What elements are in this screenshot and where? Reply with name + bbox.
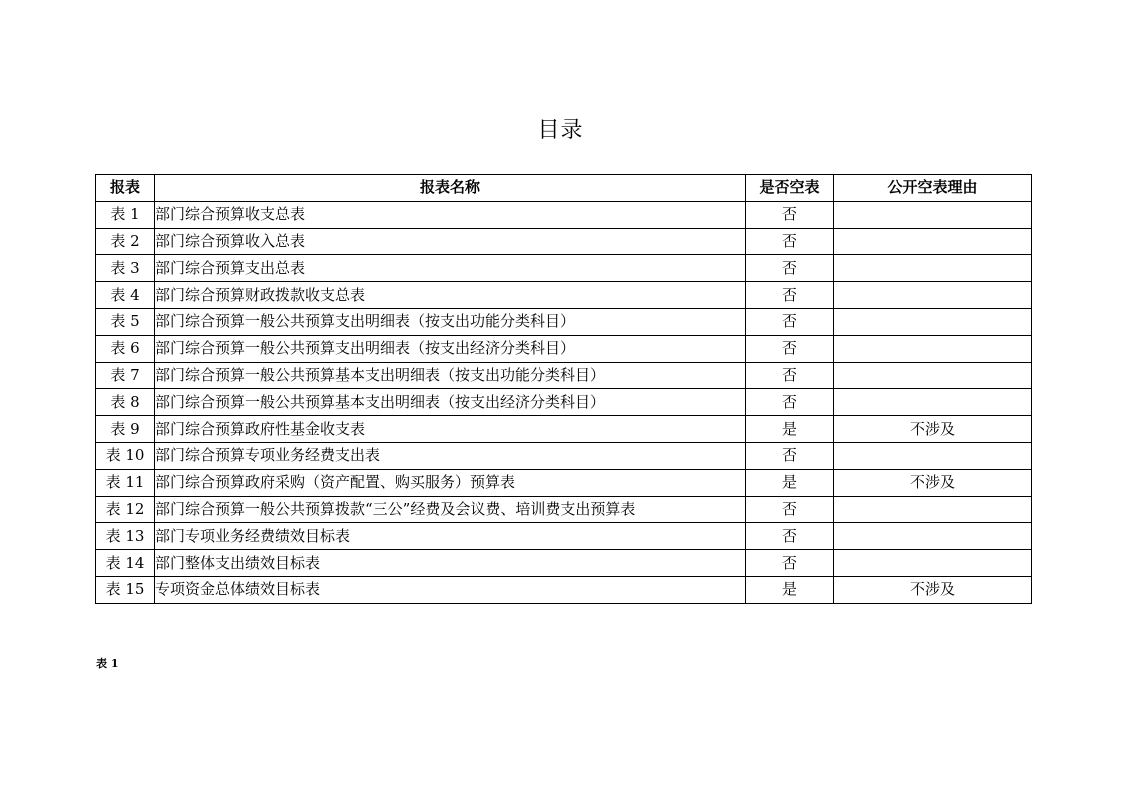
table-row bbox=[96, 201, 1032, 228]
report-name-cell: 部门综合预算一般公共预算基本支出明细表（按支出经济分类科目） bbox=[155, 389, 746, 416]
report-name-cell: 部门综合预算一般公共预算拨款“三公”经费及会议费、培训费支出预算表 bbox=[155, 496, 746, 523]
header-report-name: 报表名称 bbox=[155, 175, 746, 202]
is-empty-cell: 否 bbox=[746, 442, 834, 469]
report-name-cell: 部门综合预算支出总表 bbox=[155, 255, 746, 282]
is-empty-cell: 否 bbox=[746, 308, 834, 335]
report-no-cell: 表 12 bbox=[96, 496, 155, 523]
is-empty-cell: 否 bbox=[746, 389, 834, 416]
empty-reason-cell bbox=[834, 550, 1032, 577]
report-name-cell: 部门综合预算一般公共预算支出明细表（按支出功能分类科目） bbox=[155, 308, 746, 335]
is-empty-cell: 否 bbox=[746, 255, 834, 282]
report-no-cell: 表 15 bbox=[96, 576, 155, 603]
report-no-cell: 表 9 bbox=[96, 416, 155, 443]
report-no-cell: 表 7 bbox=[96, 362, 155, 389]
empty-reason-cell bbox=[834, 362, 1032, 389]
report-no-cell: 表 4 bbox=[96, 282, 155, 309]
report-no-cell: 表 11 bbox=[96, 469, 155, 496]
report-no-cell: 表 13 bbox=[96, 523, 155, 550]
empty-reason-cell bbox=[834, 308, 1032, 335]
is-empty-cell: 否 bbox=[746, 550, 834, 577]
table-body bbox=[96, 201, 1032, 603]
table-row bbox=[96, 308, 1032, 335]
report-name-cell: 专项资金总体绩效目标表 bbox=[155, 576, 746, 603]
is-empty-cell: 是 bbox=[746, 576, 834, 603]
table-row bbox=[96, 576, 1032, 603]
empty-reason-cell: 不涉及 bbox=[834, 576, 1032, 603]
report-no-cell: 表 10 bbox=[96, 442, 155, 469]
is-empty-cell: 是 bbox=[746, 416, 834, 443]
report-no-cell: 表 6 bbox=[96, 335, 155, 362]
table-row bbox=[96, 389, 1032, 416]
header-empty-reason: 公开空表理由 bbox=[834, 175, 1032, 202]
report-no-cell: 表 2 bbox=[96, 228, 155, 255]
report-no-cell: 表 3 bbox=[96, 255, 155, 282]
is-empty-cell: 是 bbox=[746, 469, 834, 496]
report-name-cell: 部门综合预算专项业务经费支出表 bbox=[155, 442, 746, 469]
empty-reason-cell: 不涉及 bbox=[834, 416, 1032, 443]
header-report-no: 报表 bbox=[96, 175, 155, 202]
is-empty-cell: 否 bbox=[746, 228, 834, 255]
report-name-cell: 部门整体支出绩效目标表 bbox=[155, 550, 746, 577]
is-empty-cell: 否 bbox=[746, 496, 834, 523]
report-name-cell: 部门综合预算财政拨款收支总表 bbox=[155, 282, 746, 309]
table-header-row bbox=[96, 175, 1032, 202]
table-row bbox=[96, 282, 1032, 309]
table-row bbox=[96, 523, 1032, 550]
empty-reason-cell bbox=[834, 496, 1032, 523]
table-of-contents bbox=[95, 174, 1032, 604]
table-row bbox=[96, 228, 1032, 255]
report-name-cell: 部门综合预算政府性基金收支表 bbox=[155, 416, 746, 443]
page-title: 目录 bbox=[537, 118, 584, 143]
report-name-cell: 部门专项业务经费绩效目标表 bbox=[155, 523, 746, 550]
report-no-cell: 表 14 bbox=[96, 550, 155, 577]
empty-reason-cell bbox=[834, 201, 1032, 228]
empty-reason-cell bbox=[834, 335, 1032, 362]
table-row bbox=[96, 496, 1032, 523]
table-row bbox=[96, 469, 1032, 496]
empty-reason-cell bbox=[834, 255, 1032, 282]
report-name-cell: 部门综合预算政府采购（资产配置、购买服务）预算表 bbox=[155, 469, 746, 496]
empty-reason-cell: 不涉及 bbox=[834, 469, 1032, 496]
is-empty-cell: 否 bbox=[746, 335, 834, 362]
is-empty-cell: 否 bbox=[746, 201, 834, 228]
empty-reason-cell bbox=[834, 442, 1032, 469]
table-row bbox=[96, 550, 1032, 577]
table-row bbox=[96, 362, 1032, 389]
empty-reason-cell bbox=[834, 282, 1032, 309]
table-row bbox=[96, 335, 1032, 362]
table-row bbox=[96, 416, 1032, 443]
report-name-cell: 部门综合预算一般公共预算支出明细表（按支出经济分类科目） bbox=[155, 335, 746, 362]
empty-reason-cell bbox=[834, 228, 1032, 255]
empty-reason-cell bbox=[834, 389, 1032, 416]
table-row bbox=[96, 255, 1032, 282]
table-row bbox=[96, 442, 1032, 469]
empty-reason-cell bbox=[834, 523, 1032, 550]
report-name-cell: 部门综合预算收入总表 bbox=[155, 228, 746, 255]
footnote: 表 1 bbox=[96, 657, 119, 670]
is-empty-cell: 否 bbox=[746, 523, 834, 550]
report-name-cell: 部门综合预算一般公共预算基本支出明细表（按支出功能分类科目） bbox=[155, 362, 746, 389]
is-empty-cell: 否 bbox=[746, 362, 834, 389]
report-name-cell: 部门综合预算收支总表 bbox=[155, 201, 746, 228]
report-no-cell: 表 5 bbox=[96, 308, 155, 335]
header-is-empty: 是否空表 bbox=[746, 175, 834, 202]
is-empty-cell: 否 bbox=[746, 282, 834, 309]
report-no-cell: 表 1 bbox=[96, 201, 155, 228]
report-no-cell: 表 8 bbox=[96, 389, 155, 416]
